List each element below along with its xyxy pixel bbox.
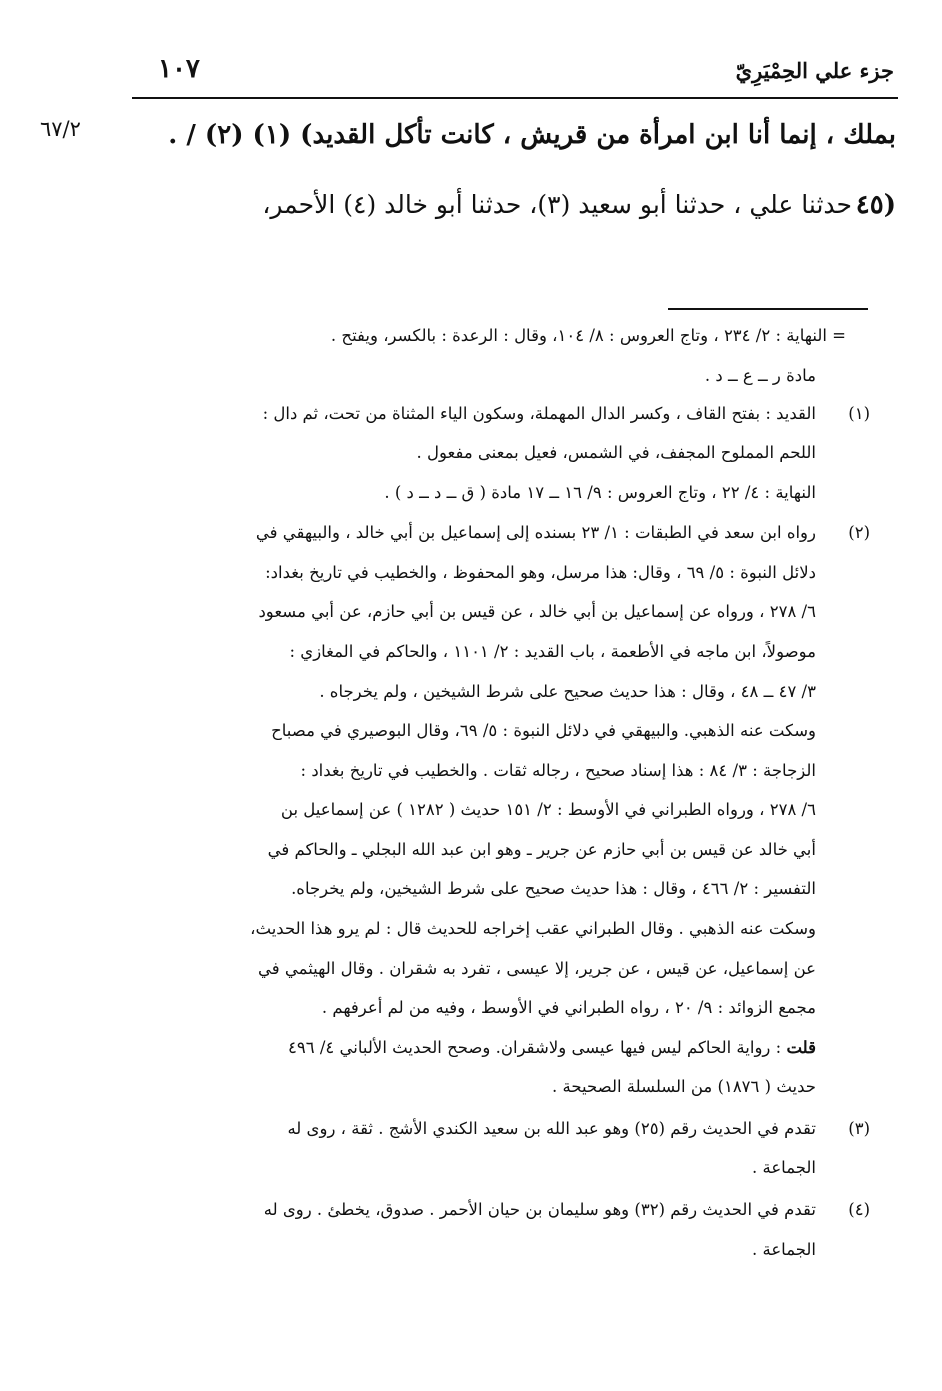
- footnote-4-number: (٤): [848, 1200, 870, 1219]
- note-label: قلت: [786, 1038, 816, 1057]
- footnote-3-line: تقدم في الحديث رقم (٢٥) وهو عبد الله بن سعيد الكندي الأشج . ثقة ، روى له: [287, 1119, 816, 1138]
- footnote-2-line: ٣/ ٤٧ ــ ٤٨ ، وقال : هذا حديث صحيح على شرط الشيخين ، ولم يخرجاه .: [319, 682, 816, 701]
- footnote-4-line: الجماعة .: [751, 1240, 816, 1259]
- footnote-4-line: تقدم في الحديث رقم (٣٢) وهو سليمان بن حيان الأحمر . صدوق، يخطئ . روى له: [263, 1200, 816, 1219]
- running-header-title: جزء علي الحِمْيَرِيّ: [735, 58, 894, 83]
- footnote-cont-line: = النهاية : ٢/ ٢٣٤ ، وتاج العروس : ٨/ ١٠٤، وقال : الرعدة : بالكسر، ويفتح .: [330, 326, 846, 345]
- footnote-cont-line: مادة ر ــ ع ــ د .: [704, 366, 816, 385]
- footnote-2-line: عن إسماعيل، عن قيس ، عن جرير، إلا عيسى ، تفرد به شقران . وقال الهيثمي في: [258, 959, 816, 978]
- header-divider: [132, 97, 898, 99]
- footnote-1-line: اللحم المملوح المجفف، في الشمس، فعيل بمعنى مفعول .: [416, 443, 816, 462]
- footnote-1-line: النهاية : ٤/ ٢٢ ، وتاج العروس : ٩/ ١٦ ــ ١٧ مادة ( ق ــ د ــ د ) .: [384, 483, 816, 502]
- footnote-2-number: (٢): [848, 523, 870, 542]
- margin-reference: ٦٧/٢: [40, 117, 81, 141]
- footnote-2-line: وسكت عنه الذهبي. والبيهقي في دلائل النبوة : ٥/ ٦٩، وقال البوصيري في مصباح: [271, 721, 816, 740]
- footnote-1-number: (١): [848, 404, 870, 423]
- note-text: : رواية الحاكم ليس فيها عيسى ولاشقران. وصحح الحديث الألباني ٤/ ٤٩٦: [288, 1038, 782, 1057]
- main-text-line-1: بملك ، إنما أنا ابن امرأة من قريش ، كانت تأكل القديد) (١) (٢) / .: [168, 120, 896, 150]
- footnote-2-line: التفسير : ٢/ ٤٦٦ ، وقال : هذا حديث صحيح على شرط الشيخين، ولم يخرجاه.: [291, 879, 816, 898]
- footnote-2-line: أبي خالد عن قيس بن أبي حازم عن جرير ـ وهو ابن عبد الله البجلي ـ والحاكم في: [267, 840, 816, 859]
- footnote-2-line: موصولاً، ابن ماجه في الأطعمة ، باب القديد : ٢/ ١١٠١ ، والحاكم في المغازي :: [289, 642, 816, 661]
- footnote-2-line: رواه ابن سعد في الطبقات : ١/ ٢٣ بسنده إلى إسماعيل بن أبي خالد ، والبيهقي في: [255, 523, 816, 542]
- footnote-2-line: ٦/ ٢٧٨ ، ورواه عن إسماعيل بن أبي خالد ، عن قيس بن أبي حازم، عن أبي مسعود: [258, 602, 816, 621]
- footnote-2-note-line: [288, 1038, 816, 1057]
- page-number: ١٠٧: [158, 54, 200, 84]
- footnote-1-line: القديد : بفتح القاف ، وكسر الدال المهملة، وسكون الياء المثناة من تحت، ثم دال :: [262, 404, 816, 423]
- footnote-2-line: ٦/ ٢٧٨ ، ورواه الطبراني في الأوسط : ٢/ ١٥١ حديث ( ١٢٨٢ ) عن إسماعيل بن: [280, 800, 816, 819]
- footnote-2-line: وسكت عنه الذهبي . وقال الطبراني عقب إخراجه للحديث قال : لم يرو هذا الحديث،: [250, 919, 816, 938]
- footnote-2-line: مجمع الزوائد : ٩/ ٢٠ ، رواه الطبراني في الأوسط ، وفيه من لم أعرفهم .: [321, 998, 816, 1017]
- footnote-2-line: دلائل النبوة : ٥/ ٦٩ ، وقال: هذا مرسل، وهو المحفوظ ، والخطيب في تاريخ بغداد:: [265, 563, 816, 582]
- footnote-2-line: الزجاجة : ٣/ ٨٤ : هذا إسناد صحيح ، رجاله ثقات . والخطيب في تاريخ بغداد :: [300, 761, 816, 780]
- footnote-3-number: (٣): [848, 1119, 870, 1138]
- footnote-3-line: الجماعة .: [751, 1158, 816, 1177]
- main-text-line-2: حدثنا علي ، حدثنا أبو سعيد (٣)، حدثنا أبو خالد (٤) الأحمر،: [262, 190, 852, 219]
- footnote-2-note-line: حديث ( ١٨٧٦) من السلسلة الصحيحة .: [552, 1077, 816, 1096]
- hadith-number: ٤٥): [855, 190, 896, 220]
- footnote-divider: [668, 308, 868, 310]
